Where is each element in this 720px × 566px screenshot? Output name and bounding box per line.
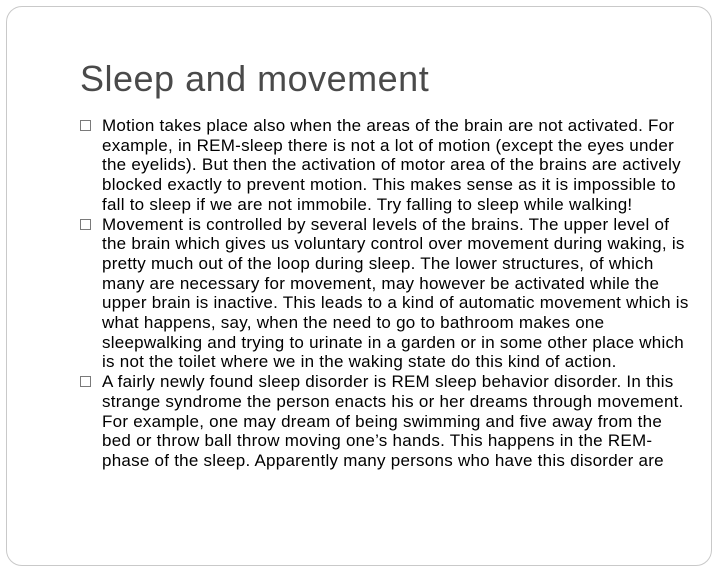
bullet-text: Movement is controlled by several levels of the brains. The upper level of the brain which gives us voluntary control over movement during waking, is pretty much out of the loop during sleep. The lower structures, of which many are necessary for movement, may however be activated while the upper brain is inactive. This leads to a kind of automatic movement which is what happens, say, when the need to go to bathroom makes one sleepwalking and trying to urinate in a garden or in some other place which is not the toilet where we in the waking state do this kind of action.: [102, 214, 689, 372]
bullet-text: A fairly newly found sleep disorder is REM sleep behavior disorder. In this strange syndrome the person enacts his or her dreams through movement. For example, one may dream of being swimming and five away from the bed or throw ball throw moving one’s hands. This happens in the REM-phase of the sleep. Apparently many persons who have this disorder are: [102, 372, 684, 470]
bullet-text: Motion takes place also when the areas of the brain are not activated. For example, in REM-sleep there is not a lot of motion (except the eyes under the eyelids). But then the activation of motor area of the brains are actively blocked exactly to prevent motion. This makes sense as it is impossible to fall to sleep if we are not immobile. Try falling to sleep while walking!: [102, 116, 681, 214]
bullet-item: [80, 372, 695, 471]
square-bullet-icon: [80, 376, 91, 387]
square-bullet-icon: [80, 120, 91, 131]
square-bullet-icon: [80, 219, 91, 230]
bullet-item: [80, 215, 695, 373]
bullet-list: [80, 116, 695, 471]
slide-title: Sleep and movement: [80, 58, 430, 99]
bullet-item: [80, 116, 695, 215]
